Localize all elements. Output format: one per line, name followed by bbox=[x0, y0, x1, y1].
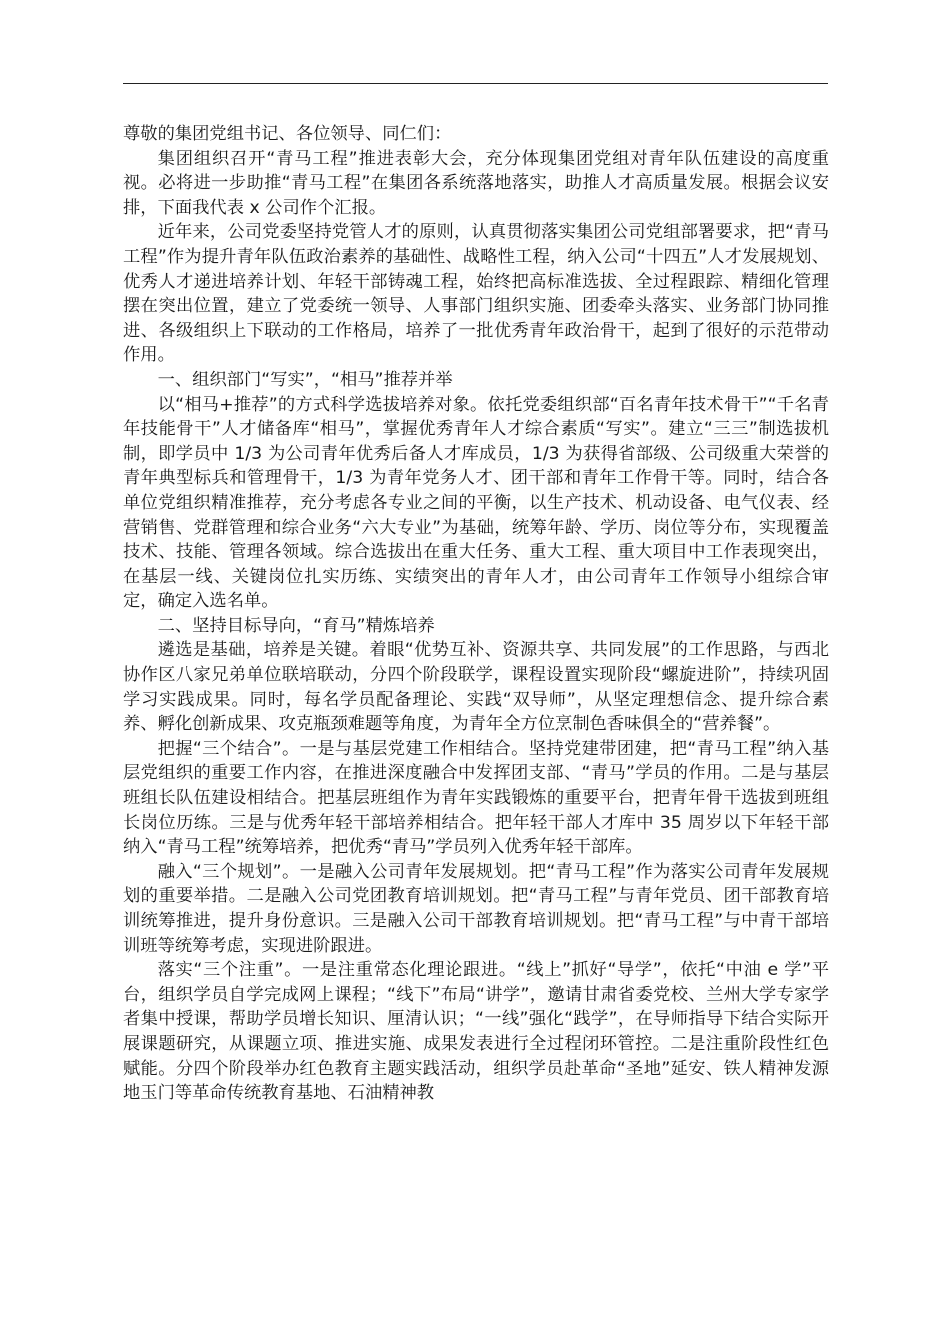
header-rule bbox=[123, 83, 828, 84]
paragraph-intro: 集团组织召开“青马工程”推进表彰大会，充分体现集团党组对青年队伍建设的高度重视。必将进一步助推“青马工程”在集团各系统落地落实，助推人才高质量发展。根据会议安排，下面我代表 x 公司作个汇报。 bbox=[123, 148, 829, 218]
document-body bbox=[123, 122, 829, 1106]
paragraph-overview: 近年来，公司党委坚持党管人才的原则，认真贯彻落实集团公司党组部署要求，把“青马工程”作为提升青年队伍政治素养的基础性、战略性工程，纳入公司“十四五”人才发展规划、优秀人才递进培养计划、年轻干部铸魂工程，始终把高标准选拔、全过程跟踪、精细化管理摆在突出位置，建立了党委统一领导、人事部门组织实施、团委牵头落实、业务部门协同推进、各级组织上下联动的工作格局，培养了一批优秀青年政治骨干，起到了很好的示范带动作用。 bbox=[123, 222, 829, 366]
paragraph-three-combinations: 把握“三个结合”。一是与基层党建工作相结合。坚持党建带团建，把“青马工程”纳入基层党组织的重要工作内容，在推进深度融合中发挥团支部、“青马”学员的作用。二是与基层班组长队伍建设相结合。把基层班组作为青年实践锻炼的重要平台，把青年骨干选拔到班组长岗位历练。三是与优秀年轻干部培养相结合。把年轻干部人才库中 35 周岁以下年轻干部纳入“青马工程”统筹培养，把优秀“青马”学员列入优秀年轻干部库。 bbox=[123, 738, 829, 858]
paragraph-three-focuses: 落实“三个注重”。一是注重常态化理论跟进。“线上”抓好“导学”，依托“中油 e 学”平台，组织学员自学完成网上课程；“线下”布局“讲学”，邀请甘肃省委党校、兰州大学专家学者集中授课，帮助学员增长知识、厘清认识；“一线”强化“践学”，在导师指导下结合实际开展课题研究，从课题立项、推进实施、成果发表进行全过程闭环管控。二是注重阶段性红色赋能。分四个阶段举办红色教育主题实践活动，组织学员赴革命“圣地”延安、铁人精神发源地玉门等革命传统教育基地、石油精神教 bbox=[123, 960, 829, 1104]
section-heading-1: 一、组织部门“写实”，“相马”推荐并举 bbox=[157, 369, 453, 390]
paragraph-three-plans: 融入“三个规划”。一是融入公司青年发展规划。把“青马工程”作为落实公司青年发展规划的重要举措。二是融入公司党团教育培训规划。把“青马工程”与青年党员、团干部教育培训统筹推进，提升身份意识。三是融入公司干部教育培训规划。把“青马工程”与中青干部培训班等统筹考虑，实现进阶跟进。 bbox=[123, 861, 829, 956]
paragraph-selection: 以“相马+推荐”的方式科学选拔培养对象。依托党委组织部“百名青年技术骨干”“千名青年技能骨干”人才储备库“相马”，掌握优秀青年人才综合素质“写实”。建立“三三”制选拔机制，即学员中 1/3 为公司青年优秀后备人才库成员，1/3 为获得省部级、公司级重大荣誉的青年典型标兵和管理骨干，1/3 为青年党务人才、团干部和青年工作骨干等。同时，结合各单位党组织精准推荐，充分考虑各专业之间的平衡，以生产技术、机动设备、电气仪表、经营销售、党群管理和综合业务“六大专业”为基础，统筹年龄、学历、岗位等分布，实现覆盖技术、技能、管理各领域。综合选拔出在重大任务、重大工程、重大项目中工作表现突出，在基层一线、关键岗位扎实历练、实绩突出的青年人才，由公司青年工作领导小组综合审定，确定入选名单。 bbox=[123, 394, 829, 612]
section-heading-2: 二、坚持目标导向，“育马”精炼培养 bbox=[157, 615, 435, 636]
paragraph-training: 遴选是基础，培养是关键。着眼“优势互补、资源共享、共同发展”的工作思路，与西北协作区八家兄弟单位联培联动，分四个阶段联学，课程设置实现阶段“螺旋进阶”，持续巩固学习实践成果。同时，每名学员配备理论、实践“双导师”，从坚定理想信念、提升综合素养、孵化创新成果、攻克瓶颈难题等角度，为青年全方位烹制色香味俱全的“营养餐”。 bbox=[123, 640, 829, 735]
salutation: 尊敬的集团党组书记、各位领导、同仁们： bbox=[123, 124, 452, 144]
